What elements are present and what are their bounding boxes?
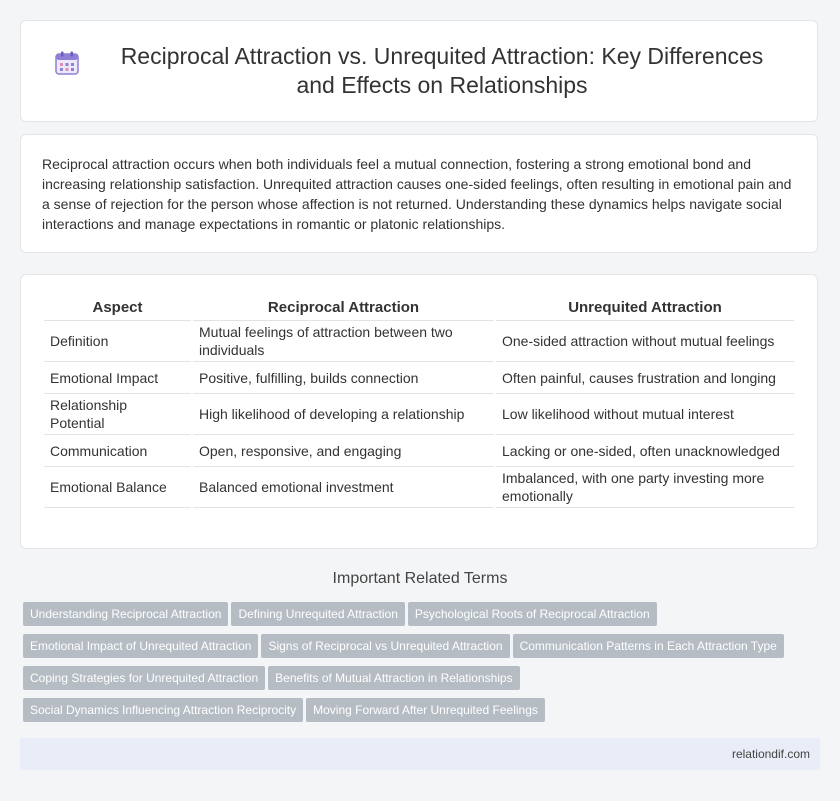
table-row: [44, 362, 794, 394]
table-header-row: [44, 296, 794, 321]
table-cell: Definition: [44, 321, 191, 362]
comparison-table: [42, 296, 796, 508]
table-cell: Lacking or one-sided, often unacknowledged: [496, 435, 794, 467]
related-term-tag[interactable]: Understanding Reciprocal Attraction: [23, 602, 228, 626]
table-row: [44, 435, 794, 467]
related-term-tag[interactable]: Coping Strategies for Unrequited Attraction: [23, 666, 265, 690]
table-cell: One-sided attraction without mutual feelings: [496, 321, 794, 362]
table-cell: Often painful, causes frustration and longing: [496, 362, 794, 394]
comparison-card: [20, 274, 818, 549]
page-title: Reciprocal Attraction vs. Unrequited Attraction: Key Differences and Effects on Relationships: [120, 43, 764, 98]
table-cell: Open, responsive, and engaging: [193, 435, 494, 467]
table-cell: Mutual feelings of attraction between two individuals: [193, 321, 494, 362]
related-term-tag[interactable]: Emotional Impact of Unrequited Attraction: [23, 634, 258, 658]
related-term-tag[interactable]: Defining Unrequited Attraction: [231, 602, 404, 626]
intro-paragraph: Reciprocal attraction occurs when both individuals feel a mutual connection, fostering a strong emotional bond and increasing relationship satisfaction. Unrequited attraction causes one-sided feelings, often resulting in emotional pain and a sense of rejection for the person whose affection is not returned. Understanding these dynamics helps navigate social interactions and manage expectations in romantic or platonic relationships.: [42, 156, 792, 232]
related-term-tag[interactable]: Benefits of Mutual Attraction in Relationships: [268, 666, 519, 690]
table-cell: Balanced emotional investment: [193, 467, 494, 508]
table-row: [44, 394, 794, 435]
footer-site-link[interactable]: relationdif.com: [731, 747, 810, 761]
table-cell: Emotional Balance: [44, 467, 191, 508]
table-cell: Low likelihood without mutual interest: [496, 394, 794, 435]
table-row: [44, 467, 794, 508]
column-header-reciprocal: Reciprocal Attraction: [193, 296, 494, 321]
related-terms-heading: Important Related Terms: [332, 570, 508, 587]
table-cell: Relationship Potential: [44, 394, 191, 435]
header-card: [20, 20, 818, 122]
column-header-unrequited: Unrequited Attraction: [496, 296, 794, 321]
column-header-aspect: Aspect: [44, 296, 191, 321]
related-terms-list: [23, 602, 823, 730]
related-term-tag[interactable]: Communication Patterns in Each Attraction Type: [513, 634, 784, 658]
footer: [20, 738, 820, 770]
table-cell: Positive, fulfilling, builds connection: [193, 362, 494, 394]
related-term-tag[interactable]: Moving Forward After Unrequited Feelings: [306, 698, 545, 722]
table-cell: Communication: [44, 435, 191, 467]
calendar-icon: [54, 50, 80, 76]
related-term-tag[interactable]: Signs of Reciprocal vs Unrequited Attraction: [261, 634, 509, 658]
related-term-tag[interactable]: Psychological Roots of Reciprocal Attraction: [408, 602, 657, 626]
table-cell: Emotional Impact: [44, 362, 191, 394]
table-row: [44, 321, 794, 362]
related-term-tag[interactable]: Social Dynamics Influencing Attraction Reciprocity: [23, 698, 303, 722]
table-cell: Imbalanced, with one party investing more emotionally: [496, 467, 794, 508]
table-cell: High likelihood of developing a relationship: [193, 394, 494, 435]
intro-card: [20, 134, 818, 253]
